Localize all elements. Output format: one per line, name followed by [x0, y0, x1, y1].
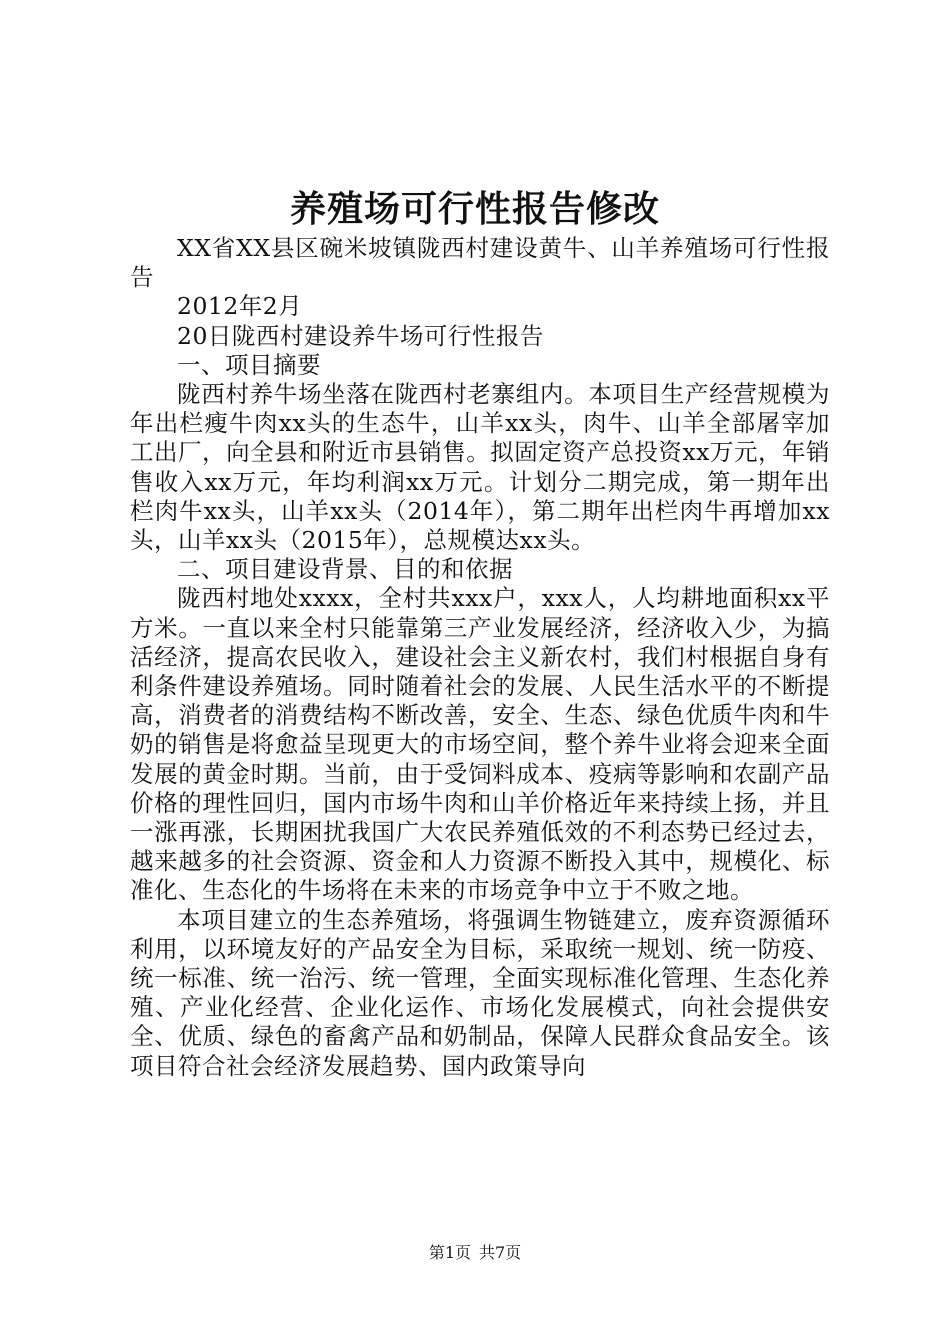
- section-heading: 二、项目建设背景、目的和依据: [177, 555, 513, 584]
- page-number: 第1页: [428, 1243, 471, 1262]
- page-total: 共7页: [479, 1243, 522, 1262]
- paragraph: 20日陇西村建设养牛场可行性报告: [177, 321, 544, 350]
- section-heading: 一、项目摘要: [177, 350, 321, 379]
- paragraph: 陇西村养牛场坐落在陇西村老寨组内。本项目生产经营规模为年出栏瘦牛肉xx头的生态牛，山羊xx头，肉牛、山羊全部屠宰加工出厂，向全县和附近市县销售。拟固定资产总投资xx万元，年销售收入xx万元，年均利润xx万元。计划分二期完成，第一期年出栏肉牛xx头，山羊xx头（2014年），第二期年出栏肉牛再增加xx头，山羊xx头（2015年），总规模达xx头。: [130, 380, 830, 555]
- page-footer: [0, 1242, 950, 1264]
- document-title: 养殖场可行性报告修改: [289, 188, 660, 230]
- paragraph: 陇西村地处xxxx，全村共xxx户，xxx人，人均耕地面积xx平方米。一直以来全村只能靠第三产业发展经济，经济收入少，为搞活经济，提高农民收入，建设社会主义新农村，我们村根据自身有利条件建设养殖场。同时随着社会的发展、人民生活水平的不断提高，消费者的消费结构不断改善，安全、生态、绿色优质牛肉和牛奶的销售是将愈益呈现更大的市场空间，整个养牛业将会迎来全面发展的黄金时期。当前，由于受饲料成本、疫病等影响和农副产品价格的理性回归，国内市场牛肉和山羊价格近年来持续上扬，并且一涨再涨，长期困扰我国广大农民养殖低效的不利态势已经过去，越来越多的社会资源、资金和人力资源不断投入其中，规模化、标准化、生态化的牛场将在未来的市场竞争中立于不败之地。: [130, 584, 830, 905]
- document-body: [130, 234, 830, 1081]
- paragraph: 本项目建立的生态养殖场，将强调生物链建立，废弃资源循环利用，以环境友好的产品安全为目标，采取统一规划、统一防疫、统一标准、统一治污、统一管理，全面实现标准化管理、生态化养殖、产业化经营、企业化运作、市场化发展模式，向社会提供安全、优质、绿色的畜禽产品和奶制品，保障人民群众食品安全。该项目符合社会经济发展趋势、国内政策导向: [130, 905, 830, 1080]
- paragraph: XX省XX县区碗米坡镇陇西村建设黄牛、山羊养殖场可行性报告: [130, 234, 830, 292]
- paragraph: 2012年2月: [177, 292, 303, 321]
